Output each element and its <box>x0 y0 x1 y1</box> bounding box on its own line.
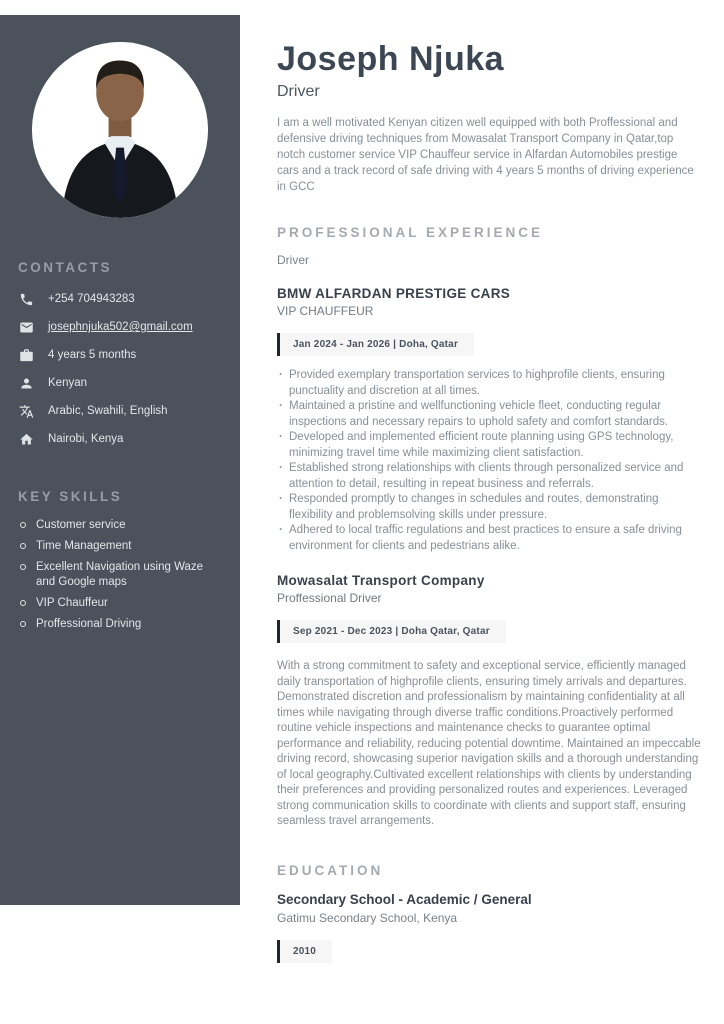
degree-name: Secondary School - Academic / General <box>277 891 532 907</box>
skills-list <box>18 518 222 632</box>
page-title-name: Joseph Njuka <box>277 40 505 78</box>
contact-experience <box>18 347 222 363</box>
contact-location <box>18 431 222 447</box>
bullet-circle-icon <box>20 522 26 528</box>
nationality: Kenyan <box>48 377 88 389</box>
key-skills-heading: KEY SKILLS <box>18 489 123 504</box>
company-name: Mowasalat Transport Company <box>277 573 485 588</box>
date-location-badge: Sep 2021 - Dec 2023 | Doha Qatar, Qatar <box>277 620 506 643</box>
experience-section-heading: PROFESSIONAL EXPERIENCE <box>277 225 544 240</box>
email-link[interactable]: josephnjuka502@gmail.com <box>48 321 193 333</box>
bullet-circle-icon <box>20 543 26 549</box>
sidebar <box>0 15 240 905</box>
nationality-icon <box>18 375 34 391</box>
contacts-list <box>18 291 222 447</box>
contact-nationality <box>18 375 222 391</box>
job-highlight: · Responded promptly to changes in schedules and routes, demonstrating flexibility and problemsolving skills under pressure. <box>277 492 701 523</box>
bullet-circle-icon <box>20 600 26 606</box>
job-highlight: · Established strong relationships with clients through personalized service and attention to detail, resulting in repeat business and referrals. <box>277 461 701 492</box>
skill-item: Customer service <box>18 518 222 533</box>
job-highlight: · Developed and implemented efficient route planning using GPS technology, minimizing travel time while maximizing client satisfaction. <box>277 430 701 461</box>
contact-languages <box>18 403 222 419</box>
home-icon <box>18 431 34 447</box>
job-highlight: · Maintained a pristine and wellfunctioning vehicle fleet, conducting regular inspections and necessary repairs to uphold safety and comfort standards. <box>277 399 701 430</box>
skill-item: Proffessional Driving <box>18 617 222 632</box>
phone-icon <box>18 291 34 307</box>
phone-number: +254 704943283 <box>48 293 135 305</box>
experience-duration: 4 years 5 months <box>48 349 137 361</box>
experience-subtitle: Driver <box>277 253 309 267</box>
skill-item: VIP Chauffeur <box>18 596 222 611</box>
skill-item: Excellent Navigation using Waze and Google maps <box>18 560 222 590</box>
company-name: BMW ALFARDAN PRESTIGE CARS <box>277 286 511 301</box>
job-highlight: · Adhered to local traffic regulations and best practices to ensure a safe driving environment for clients and pedestrians alike. <box>277 523 701 554</box>
job-highlights-list <box>277 368 701 554</box>
job-description: With a strong commitment to safety and exceptional service, efficiently managed daily transportation of highprofile clients, ensuring timely arrivals and departures. Demonstrated discretion and professionalism by maintaining confidentiality at all times while navigating through diverse traffic conditions.Proactively performed routine vehicle inspections and maintenance checks to guarantee optimal performance and reliability, reducing potential downtime. Maintained an impeccable driving record, showcasing superior navigation skills and a thorough understanding of local geography.Cultivated excellent relationships with clients by understanding their preferences and providing personalized routes and experiences. Leveraged strong communication skills to coordinate with clients and support staff, ensuring seamless travel arrangements. <box>277 660 701 827</box>
email-icon <box>18 319 34 335</box>
school-name: Gatimu Secondary School, Kenya <box>277 910 458 925</box>
contact-email <box>18 319 222 335</box>
portrait-illustration <box>32 42 208 218</box>
language-icon <box>18 403 34 419</box>
bullet-circle-icon <box>20 564 26 570</box>
job-role: VIP CHAUFFEUR <box>277 304 374 318</box>
professional-title: Driver <box>277 83 320 100</box>
contact-phone <box>18 291 222 307</box>
date-location-badge: Jan 2024 - Jan 2026 | Doha, Qatar <box>277 333 474 356</box>
job-role: Proffessional Driver <box>277 591 382 605</box>
job-highlight: · Provided exemplary transportation services to highprofile clients, ensuring punctuality and discretion at all times. <box>277 368 701 399</box>
skill-item: Time Management <box>18 539 222 554</box>
education-section-heading: EDUCATION <box>277 862 384 878</box>
languages: Arabic, Swahili, English <box>48 405 168 417</box>
profile-photo <box>32 42 208 218</box>
briefcase-icon <box>18 347 34 363</box>
profile-summary: I am a well motivated Kenyan citizen well equipped with both Proffessional and defensive driving techniques from Mowasalat Transport Company in Qatar,top notch customer service VIP Chauffeur service in Alfardan Automobiles prestige cars and a track record of safe driving with 4 years 5 months of driving experience in GCC <box>277 117 694 193</box>
main-content <box>277 40 701 963</box>
contacts-heading: CONTACTS <box>18 260 112 275</box>
location: Nairobi, Kenya <box>48 433 124 445</box>
education-date-badge: 2010 <box>277 940 332 963</box>
bullet-circle-icon <box>20 621 26 627</box>
